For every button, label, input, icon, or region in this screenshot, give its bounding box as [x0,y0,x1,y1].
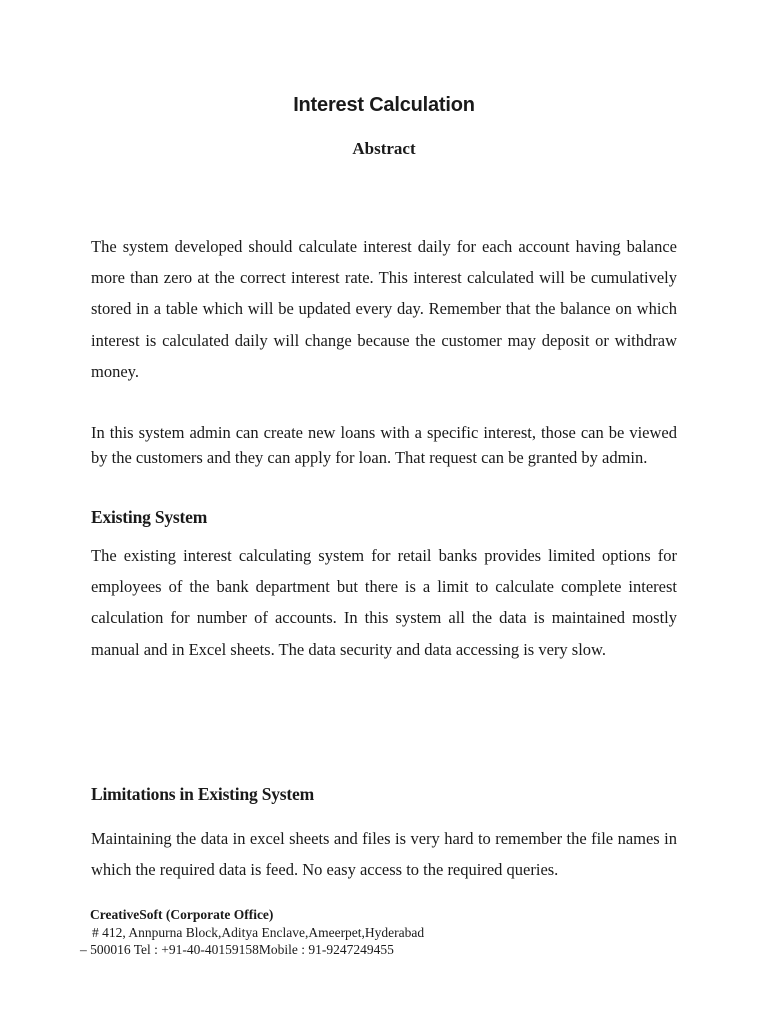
footer-company: CreativeSoft (Corporate Office) [90,907,274,922]
limitations-paragraph: Maintaining the data in excel sheets and files is very hard to remember the file names in which the required data is feed. No easy access to the required queries. [91,829,677,880]
abstract-paragraph-2: In this system admin can create new loans with a specific interest, those can be viewed by the customers and they can apply for loan. That request can be granted by admin. [91,423,677,467]
abstract-heading: Abstract [352,139,416,158]
footer-address-line-1: # 412, Annpurna Block,Aditya Enclave,Ameerpet,Hyderabad [92,924,425,940]
existing-system-heading: Existing System [91,507,208,527]
document-title: Interest Calculation [293,94,475,116]
footer [80,906,424,959]
footer-address-line-2: – 500016 Tel : +91-40-40159158Mobile : 91-9247249455 [80,942,394,957]
abstract-paragraph-1: The system developed should calculate interest daily for each account having balance more than zero at the correct interest rate. This interest calculated will be cumulatively stored in a table which will be updated every day. Remember that the balance on which interest is calculated daily will change because the customer may deposit or withdraw money. [91,237,677,381]
existing-system-paragraph: The existing interest calculating system for retail banks provides limited options for employees of the bank department but there is a limit to calculate complete interest calculation for number of accounts. In this system all the data is maintained mostly manual and in Excel sheets. The data security and data accessing is very slow. [91,546,677,659]
limitations-heading: Limitations in Existing System [91,784,314,804]
